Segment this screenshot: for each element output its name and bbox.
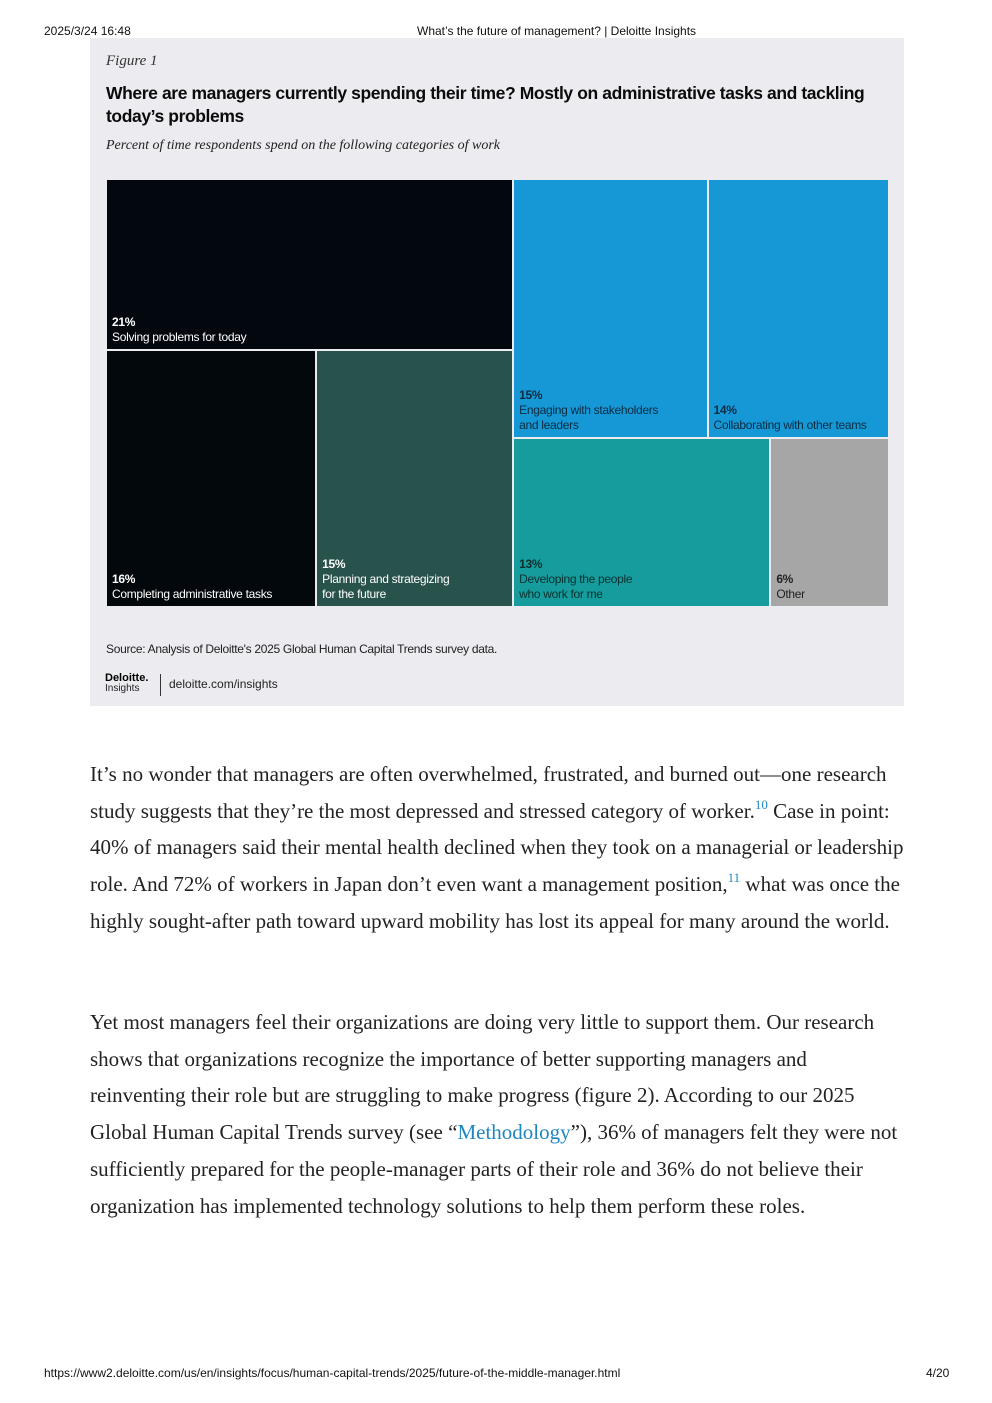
treemap-tile-text bbox=[112, 572, 272, 602]
treemap-category-label: Completing administrative tasks bbox=[112, 586, 273, 601]
brand-name: Deloitte. bbox=[105, 672, 149, 684]
treemap-tile bbox=[708, 179, 889, 438]
p2-text-a: Yet most managers feel their organizations are doing very little to support them. Our research shows that organizations recognize the importance of better supporting managers and reinventing their role but are struggling to make progress (figure 2). According to our 2025 Global Human Capital Trends survey (see “ bbox=[90, 1010, 875, 1145]
print-footer-url: https://www2.deloitte.com/us/en/insights/focus/human-capital-trends/2025/future-of-the-middle-manager.html bbox=[44, 1366, 621, 1380]
p1-text-b: Case in point: 40% of managers said their mental health declined when they took on a managerial or leadership role. And 72% of workers in Japan don’t even want a management position, bbox=[90, 798, 904, 897]
figure-title: Where are managers currently spending their time? Mostly on administrative tasks and tackling today’s problems bbox=[106, 83, 865, 126]
figure-label: Figure 1 bbox=[106, 53, 158, 69]
treemap-value-label: 6% bbox=[776, 571, 794, 586]
treemap-category-label: Planning and strategizing for the future bbox=[322, 571, 450, 601]
treemap-tile bbox=[770, 438, 889, 607]
figure-card bbox=[90, 38, 904, 706]
treemap-tile-text bbox=[112, 315, 246, 345]
print-page-title: What’s the future of management? | Deloitte Insights bbox=[417, 24, 697, 38]
brand-url[interactable]: deloitte.com/insights bbox=[169, 677, 278, 691]
treemap-tile-text bbox=[519, 388, 658, 433]
p1-text-c: what was once the highly sought-after path toward upward mobility has lost its appeal for many around the world. bbox=[90, 872, 900, 933]
treemap-tile bbox=[513, 438, 770, 607]
article-paragraph-1 bbox=[90, 756, 905, 940]
brand-sub: Insights bbox=[105, 683, 140, 694]
treemap-value-label: 13% bbox=[519, 556, 543, 571]
treemap-tile-text bbox=[322, 557, 449, 602]
treemap-value-label: 21% bbox=[112, 315, 136, 330]
treemap-value-label: 16% bbox=[112, 571, 136, 586]
treemap-category-label: Solving problems for today bbox=[112, 330, 247, 345]
treemap-tile-text bbox=[776, 572, 805, 602]
treemap-chart bbox=[106, 179, 889, 607]
treemap-tile-text bbox=[714, 403, 867, 433]
footnote-11-link[interactable]: 11 bbox=[727, 870, 741, 886]
figure-subtitle: Percent of time respondents spend on the following categories of work bbox=[106, 138, 501, 153]
treemap-value-label: 15% bbox=[519, 387, 543, 402]
treemap-tile bbox=[106, 179, 513, 350]
treemap-tile-text bbox=[519, 557, 632, 602]
methodology-link[interactable]: Methodology bbox=[457, 1120, 571, 1145]
treemap-category-label: Collaborating with other teams bbox=[713, 417, 867, 432]
treemap-tile bbox=[316, 350, 513, 607]
print-page-number: 4/20 bbox=[926, 1366, 950, 1380]
p2-text-b: ”), 36% of managers felt they were not sufficiently prepared for the people-manager parts of their role and 36% do not believe their organization has implemented technology solutions to help them perform these roles. bbox=[90, 1120, 898, 1218]
treemap-category-label: Engaging with stakeholders and leaders bbox=[519, 402, 659, 432]
article-paragraph-2 bbox=[90, 1004, 905, 1224]
p1-text-a: It’s no wonder that managers are often overwhelmed, frustrated, and burned out—one research study suggests that they’re the most depressed and stressed category of worker. bbox=[90, 762, 887, 823]
print-datetime: 2025/3/24 16:48 bbox=[44, 24, 131, 38]
brand-divider bbox=[160, 674, 161, 696]
figure-source: Source: Analysis of Deloitte's 2025 Global Human Capital Trends survey data. bbox=[106, 642, 498, 656]
treemap-category-label: Developing the people who work for me bbox=[519, 571, 633, 601]
treemap-tile bbox=[106, 350, 316, 607]
treemap-value-label: 14% bbox=[713, 402, 737, 417]
deloitte-logo bbox=[105, 672, 159, 694]
treemap-value-label: 15% bbox=[322, 556, 346, 571]
footnote-10-link[interactable]: 10 bbox=[754, 796, 768, 812]
treemap-tile bbox=[513, 179, 707, 438]
treemap-category-label: Other bbox=[776, 586, 805, 601]
